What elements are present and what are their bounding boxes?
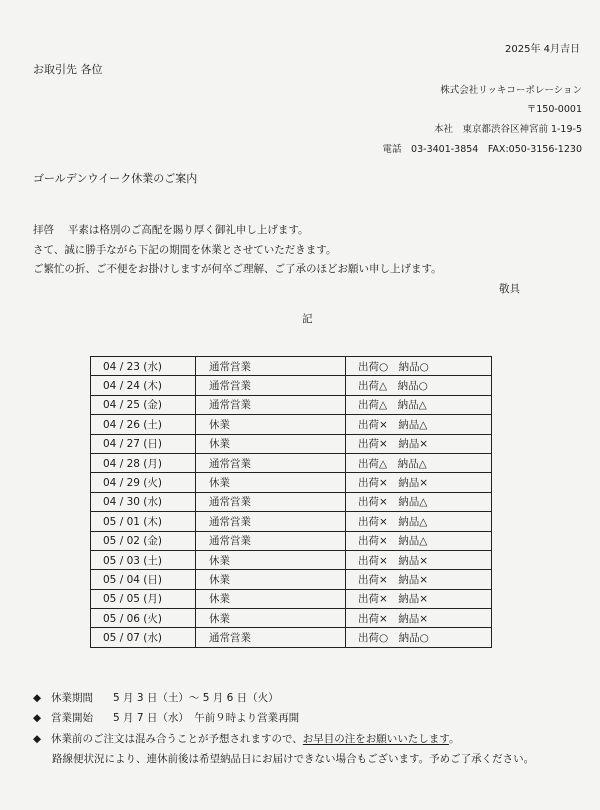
order-note-prefix: 休業前のご注文は混み合うことが予想されますので、 [51, 733, 303, 745]
schedule-status-cell: 通常営業 [196, 395, 346, 414]
note-delivery: 路線便状況により、連休前後は希望納品日にお届けできない場合もございます。予めご了承ください。 [52, 753, 535, 765]
schedule-shipping-cell: 出荷× 納品× [346, 570, 492, 589]
schedule-date-cell: 04 / 28 (月) [91, 453, 196, 472]
schedule-status-cell: 休業 [196, 570, 346, 589]
schedule-date-cell: 04 / 23 (水) [91, 357, 196, 376]
closing-word: 敬具 [499, 283, 520, 295]
diamond-bullet-icon: ◆ [33, 712, 42, 724]
reopen-label: 営業開始 [51, 712, 93, 724]
announcement-line: さて、誠に勝手ながら下記の期間を休業とさせていただきます。 [33, 244, 337, 256]
order-note-suffix: 。 [448, 733, 460, 745]
schedule-shipping-cell: 出荷△ 納品○ [346, 376, 492, 395]
table-row [91, 473, 492, 492]
schedule-date-cell: 04 / 30 (水) [91, 492, 196, 511]
note-reopen [33, 710, 299, 725]
table-row [91, 415, 492, 434]
schedule-status-cell: 休業 [196, 473, 346, 492]
table-row [91, 492, 492, 511]
schedule-shipping-cell: 出荷× 納品× [346, 473, 492, 492]
schedule-shipping-cell: 出荷× 納品△ [346, 415, 492, 434]
schedule-shipping-cell: 出荷× 納品△ [346, 531, 492, 550]
table-row [91, 357, 492, 376]
holiday-value: 5 月 3 日（土）～ 5 月 6 日（火） [113, 692, 279, 704]
table-row [91, 589, 492, 608]
table-row [91, 453, 492, 472]
schedule-shipping-cell: 出荷× 納品△ [346, 512, 492, 531]
schedule-status-cell: 休業 [196, 434, 346, 453]
schedule-status-cell: 休業 [196, 550, 346, 569]
schedule-date-cell: 05 / 02 (金) [91, 531, 196, 550]
schedule-date-cell: 04 / 25 (金) [91, 395, 196, 414]
schedule-shipping-cell: 出荷× 納品× [346, 550, 492, 569]
schedule-shipping-cell: 出荷△ 納品△ [346, 395, 492, 414]
table-row [91, 395, 492, 414]
schedule-shipping-cell: 出荷△ 納品△ [346, 453, 492, 472]
schedule-shipping-cell: 出荷× 納品× [346, 609, 492, 628]
schedule-date-cell: 05 / 01 (木) [91, 512, 196, 531]
greeting-line: 拝啓 平素は格別のご高配を賜り厚く御礼申し上げます。 [33, 224, 309, 236]
holiday-label: 休業期間 [51, 692, 93, 704]
table-row [91, 570, 492, 589]
postal-code: 〒150-0001 [526, 104, 582, 115]
table-row [91, 512, 492, 531]
note-order [33, 731, 459, 746]
reopen-value: 5 月 7 日（水） 午前９時より営業再開 [113, 712, 300, 724]
schedule-status-cell: 休業 [196, 609, 346, 628]
table-row [91, 531, 492, 550]
recipient: お取引先 各位 [33, 63, 103, 76]
schedule-shipping-cell: 出荷× 納品△ [346, 492, 492, 511]
table-row [91, 550, 492, 569]
note-holiday-period [33, 690, 279, 705]
schedule-date-cell: 05 / 04 (日) [91, 570, 196, 589]
table-row [91, 628, 492, 647]
schedule-status-cell: 通常営業 [196, 492, 346, 511]
order-note-underlined: お早目の注をお願いいたします [302, 733, 449, 745]
schedule-status-cell: 休業 [196, 589, 346, 608]
apology-line: ご繁忙の折、ご不便をお掛けしますが何卒ご理解、ご了承のほどお願い申し上げます。 [33, 263, 442, 275]
schedule-date-cell: 04 / 29 (火) [91, 473, 196, 492]
schedule-date-cell: 05 / 03 (土) [91, 550, 196, 569]
schedule-shipping-cell: 出荷○ 納品○ [346, 357, 492, 376]
schedule-status-cell: 通常営業 [196, 628, 346, 647]
schedule-date-cell: 05 / 06 (火) [91, 609, 196, 628]
schedule-date-cell: 04 / 24 (木) [91, 376, 196, 395]
schedule-date-cell: 04 / 27 (日) [91, 434, 196, 453]
schedule-status-cell: 通常営業 [196, 453, 346, 472]
schedule-date-cell: 04 / 26 (土) [91, 415, 196, 434]
document-date: 2025年 4月吉日 [505, 44, 580, 55]
diamond-bullet-icon: ◆ [33, 692, 42, 704]
document-title: ゴールデンウイーク休業のご案内 [33, 172, 198, 185]
schedule-shipping-cell: 出荷× 納品× [346, 589, 492, 608]
schedule-shipping-cell: 出荷○ 納品○ [346, 628, 492, 647]
diamond-bullet-icon: ◆ [33, 733, 42, 745]
schedule-date-cell: 05 / 07 (水) [91, 628, 196, 647]
schedule-status-cell: 休業 [196, 415, 346, 434]
schedule-table [90, 356, 492, 648]
schedule-status-cell: 通常営業 [196, 357, 346, 376]
company-contact: 電話 03-3401-3854 FAX:050-3156-1230 [382, 144, 582, 155]
schedule-status-cell: 通常営業 [196, 531, 346, 550]
schedule-status-cell: 通常営業 [196, 376, 346, 395]
table-row [91, 609, 492, 628]
company-address: 本社 東京都渋谷区神宮前 1-19-5 [433, 124, 582, 135]
schedule-shipping-cell: 出荷× 納品× [346, 434, 492, 453]
company-name: 株式会社リッキコーポレーション [440, 85, 582, 96]
schedule-date-cell: 05 / 05 (月) [91, 589, 196, 608]
ki-mark: 記 [302, 313, 313, 325]
schedule-status-cell: 通常営業 [196, 512, 346, 531]
table-row [91, 434, 492, 453]
table-row [91, 376, 492, 395]
